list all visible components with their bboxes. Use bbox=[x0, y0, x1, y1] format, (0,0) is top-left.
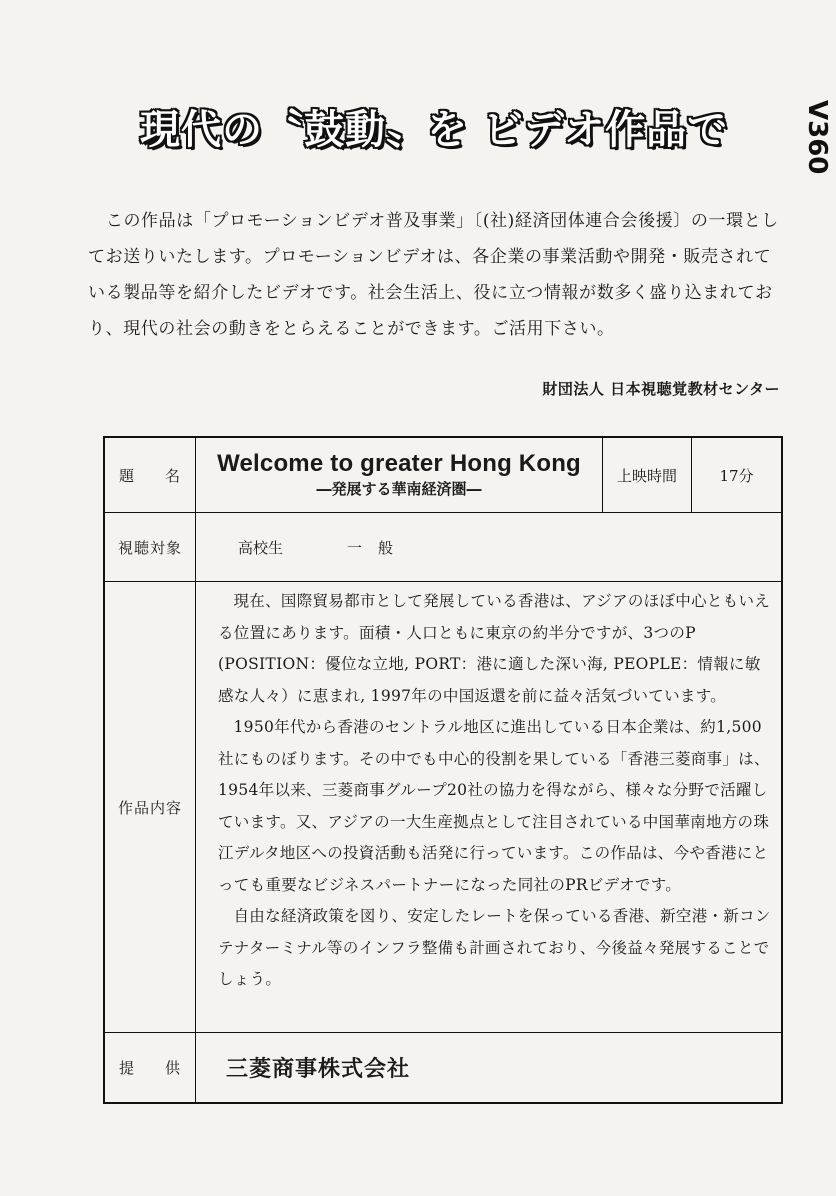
content-value-cell bbox=[196, 582, 781, 1032]
runtime-label: 上映時間 bbox=[603, 438, 692, 512]
title-value-cell bbox=[196, 438, 781, 512]
work-title-main: Welcome to greater Hong Kong bbox=[217, 450, 581, 477]
audience-values bbox=[196, 513, 781, 581]
audience-general: 一般 bbox=[347, 538, 410, 557]
headline: 現代の〝鼓動〟を ビデオ作品で bbox=[140, 107, 729, 153]
provider-value-cell bbox=[196, 1033, 781, 1102]
publisher-name: 財団法人 日本視聴覚教材センター bbox=[542, 380, 780, 398]
intro-paragraph: この作品は「プロモーションビデオ普及事業」〔(社)経済団体連合会後援〕の一環としてお送りいたします。プロモーションビデオは、各企業の事業活動や開発・販売されている製品等を紹介したビデオです。社会生活上、役に立つ情報が数多く盛り込まれており、現代の社会の動きをとらえることができます。ご活用下さい。 bbox=[88, 211, 779, 339]
row-title bbox=[105, 438, 781, 513]
content-description bbox=[218, 586, 774, 996]
audience-value-cell bbox=[196, 513, 781, 581]
work-info-table bbox=[103, 436, 783, 1104]
row-provider bbox=[105, 1033, 781, 1102]
content-paragraph: 1950年代から香港のセントラル地区に進出している日本企業は、約1,500社にものぼります。その中でも中心的役割を果している「香港三菱商事」は、1954年以来、三菱商事グループ20社の協力を得ながら、様々な分野で活躍しています。又、アジアの一大生産拠点として注目されている中国華南地方の珠江デルタ地区への投資活動も活発に行っています。この作品は、今や香港にとっても重要なビジネスパートナーになった同社のPRビデオです。 bbox=[218, 718, 770, 894]
audience-label: 視聴対象 bbox=[105, 513, 196, 581]
audience-high-school: 高校生 bbox=[238, 538, 284, 557]
content-paragraph: 現在、国際貿易都市として発展している香港は、アジアのほぼ中心ともいえる位置にあります。面積・人口ともに東京の約半分ですが、3つのP (POSITION：優位な立地, PORT：港に適した深い海, PEOPLE：情報に敏感な人々）に恵まれ, 1997年の中国返還を前に益々活気づいています。 bbox=[218, 592, 771, 705]
intro-text bbox=[88, 203, 788, 347]
work-title bbox=[196, 438, 603, 512]
row-content bbox=[105, 582, 781, 1033]
catalog-code: V360 bbox=[802, 100, 832, 175]
work-title-subtitle: ―発展する華南経済圏― bbox=[316, 480, 482, 498]
content-paragraph: 自由な経済政策を図り、安定したレートを保っている香港、新空港・新コンテナターミナル等のインフラ整備も計画されており、今後益々発展することでしょう。 bbox=[218, 907, 771, 988]
row-audience bbox=[105, 513, 781, 582]
provider-name: 三菱商事株式会社 bbox=[226, 1057, 411, 1082]
provider-label: 提 供 bbox=[105, 1033, 196, 1102]
content-label: 作品内容 bbox=[105, 582, 196, 1032]
runtime-value: 17分 bbox=[719, 466, 754, 485]
title-label: 題 名 bbox=[105, 438, 196, 512]
